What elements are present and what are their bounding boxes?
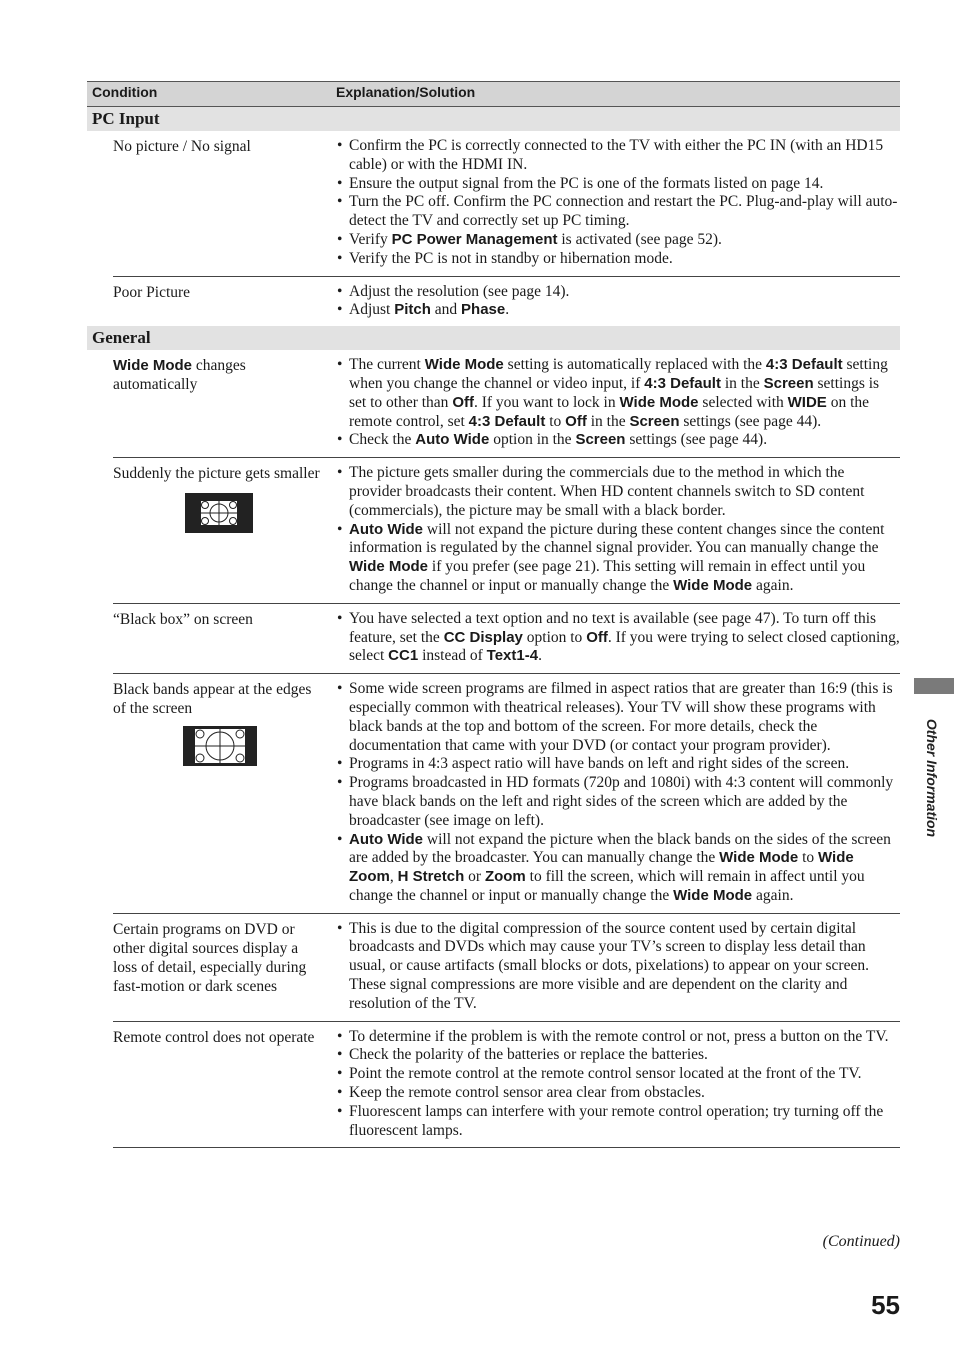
menu-term: Off [452,393,474,411]
side-section-label: Other Information [924,718,940,838]
explanation-cell [337,283,900,321]
menu-term: Text1-4 [486,647,539,665]
menu-term: Wide Mode [673,886,753,904]
condition-cell: Certain programs on DVD or other digital sources display a loss of detail, especially during fast-motion or dark scenes [113,920,307,995]
bullet-item: • To determine if the problem is with the remote control or not, press a button on the TV. [337,1028,900,1047]
explanation-cell [337,920,900,1014]
menu-term: CC Display [443,628,523,646]
bullet-item: • The current Wide Mode setting is automatically replaced with the 4:3 Default setting when you change the channel or video input, if 4:3 Default in the Screen settings is set to other than Off. If you want to lock in Wide Mode selected with WIDE on the remote control, set 4:3 Default to Off in the Screen settings (see page 44). [337,356,900,431]
bullet-item: • This is due to the digital compression of the source content used by certain digital broadcasts and DVDs which may cause your TV’s screen to display less detail than usual, or cause artifacts (small blocks or dots, pixelations) to appear on your screen. These signal compressions are more visible and are dependent on the clarity and resolution of the TV. [337,920,900,1014]
table-row [113,131,900,277]
menu-term: Wide Mode [113,357,193,375]
table-row [113,1022,900,1149]
condition-text: Black bands appear at the edges of the screen [113,681,312,718]
menu-term: Wide Mode [349,558,429,576]
bullet-item: • Verify the PC is not in standby or hibernation mode. [337,250,900,269]
bullet-item: • Check the polarity of the batteries or replace the batteries. [337,1046,900,1065]
menu-term: Wide Zoom [349,849,854,886]
bullet-item: • Programs broadcasted in HD formats (720p and 1080i) with 4:3 content will commonly have black bands on the left and right sides of the screen which are added by the broadcaster (see image on left). [337,774,900,830]
menu-term: Wide Mode [619,393,699,411]
bullet-item: • Confirm the PC is correctly connected to the TV with either the PC IN (with an HD15 cable) or with the HDMI IN. [337,137,900,175]
bullet-item: • Verify PC Power Management is activated (see page 52). [337,231,900,250]
bullet-item: • Auto Wide will not expand the picture during these content changes since the content information is regulated by the channel signal provider. You can manually change the Wide Mode if you prefer (see page 21). This setting will remain in effect until you change the channel or input or manually change the Wide Mode again. [337,521,900,596]
explanation-cell [337,137,900,269]
menu-term: 4:3 Default [644,374,721,392]
menu-term: Wide Mode [424,356,504,374]
section-tab-marker [914,678,954,694]
menu-term: Pitch [394,301,431,319]
explanation-cell [337,464,900,596]
condition-cell: No picture / No signal [113,138,251,155]
table-row [113,350,900,458]
side-bands-thumbnail [183,726,257,766]
menu-term: Auto Wide [349,520,424,538]
bullet-item: • Adjust Pitch and Phase. [337,301,900,320]
continued-note: (Continued) [822,1233,900,1250]
header-condition: Condition [92,84,158,100]
section-general: General [87,326,900,350]
table-row [113,914,900,1022]
explanation-cell [337,680,900,906]
small-picture-thumbnail [185,493,253,533]
menu-term: Auto Wide [415,431,490,449]
menu-term: 4:3 Default [765,356,843,374]
table-row [113,604,900,674]
condition-cell: “Black box” on screen [113,610,253,628]
bullet-item: • Point the remote control at the remote control sensor located at the front of the TV. [337,1065,900,1084]
explanation-cell [337,610,900,666]
small-picture-illustration [185,493,253,533]
bullet-item: • Check the Auto Wide option in the Screen settings (see page 44). [337,431,900,450]
condition-text: Suddenly the picture gets smaller [113,465,320,483]
explanation-cell [337,1028,900,1141]
table-row [113,277,900,327]
menu-term: Wide Mode [719,849,799,867]
bullet-item: • Adjust the resolution (see page 14). [337,283,900,302]
bullet-item: • Auto Wide will not expand the picture when the black bands on the sides of the screen are added by the broadcaster. You can manually change the Wide Mode to Wide Zoom, H Stretch or Zoom to fill the screen, which will remain in affect until you change the channel or input or manually change the Wide Mode again. [337,831,900,906]
side-bands-illustration [183,726,257,766]
condition-cell: Wide Mode changes automatically [113,357,246,394]
menu-term: H Stretch [397,868,465,886]
menu-term: Off [565,412,587,430]
bullet-item: • Programs in 4:3 aspect ratio will have bands on left and right sides of the screen. [337,755,900,774]
table-row [113,458,900,604]
bullet-item: • Fluorescent lamps can interfere with your remote control operation; try turning off the fluorescent lamps. [337,1103,900,1141]
table-row [113,674,900,914]
menu-term: Screen [763,374,814,392]
bullet-item: • Keep the remote control sensor area clear from obstacles. [337,1084,900,1103]
menu-term: Zoom [484,868,526,886]
condition-cell: Poor Picture [113,283,191,301]
menu-term: PC Power Management [391,230,558,248]
explanation-cell [337,356,900,450]
menu-term: Screen [575,431,626,449]
bullet-item: • Ensure the output signal from the PC is one of the formats listed on page 14. [337,175,900,194]
menu-term: Phase [461,301,506,319]
bullet-item: • Some wide screen programs are filmed in aspect ratios that are greater than 16:9 (this is especially common with theatrical releases). Your TV will show these programs with black bands at the top and bottom of the screen. For more details, check the documentation that came with your DVD (or contact your program provider). [337,680,900,755]
menu-term: Screen [629,412,680,430]
menu-term: Off [586,628,608,646]
header-explanation: Explanation/Solution [336,84,476,100]
menu-term: Auto Wide [349,830,424,848]
troubleshooting-table [87,81,900,1148]
menu-term: CC1 [388,647,419,665]
menu-term: 4:3 Default [468,412,546,430]
table-header [87,81,900,107]
bullet-item: • Turn the PC off. Confirm the PC connection and restart the PC. Plug-and-play will auto-detect the TV and correctly set up PC timing. [337,193,900,231]
page-number: 55 [871,1290,900,1320]
bullet-item: • The picture gets smaller during the commercials due to the method in which the provider broadcasts their content. When HD content channels switch to SD content (commercials), the picture may be small with a black border. [337,464,900,520]
menu-term: WIDE [787,393,827,411]
condition-cell [113,680,336,906]
section-pc-input: PC Input [87,107,900,131]
condition-cell [113,464,336,596]
bullet-item: • You have selected a text option and no text is available (see page 47). To turn off this feature, set the CC Display option to Off. If you were trying to select closed captioning, select CC1 instead of Text1-4. [337,610,900,666]
menu-term: Wide Mode [673,576,753,594]
condition-cell: Remote control does not operate [113,1028,315,1046]
